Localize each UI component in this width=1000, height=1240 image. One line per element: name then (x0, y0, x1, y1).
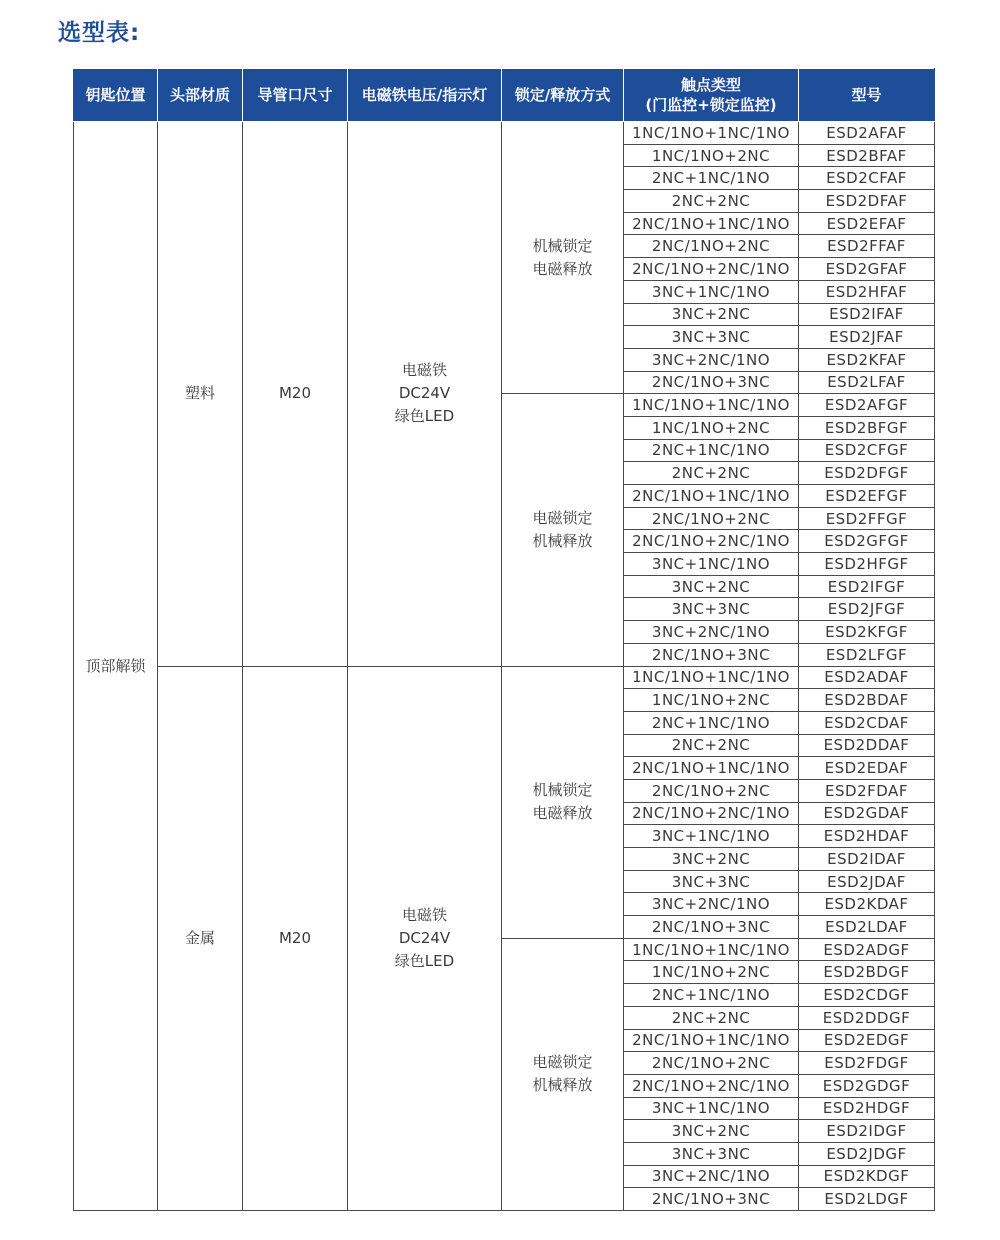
model-cell: ESD2LFAF (799, 371, 935, 394)
model-cell: ESD2DFGF (799, 462, 935, 485)
model-cell: ESD2LFGF (799, 643, 935, 666)
magnet-voltage-cell-line: 电磁铁 (401, 905, 447, 924)
model-cell: ESD2BFGF (799, 416, 935, 439)
model-cell: ESD2FDGF (799, 1052, 935, 1075)
header-contact-type-line1: 触点类型 (680, 76, 741, 94)
model-cell: ESD2ADAF (799, 666, 935, 689)
magnet-voltage-cell-line: 绿色LED (394, 951, 455, 970)
contact-type-cell: 1NC/1NO+1NC/1NO (624, 394, 799, 417)
contact-type-cell: 2NC/1NO+1NC/1NO (624, 757, 799, 780)
header-model: 型号 (799, 69, 935, 122)
page-title: 选型表: (58, 20, 141, 46)
lock-release-cell (502, 122, 624, 394)
model-cell: ESD2CFGF (799, 439, 935, 462)
header-head-material: 头部材质 (158, 69, 243, 122)
model-cell: ESD2JDAF (799, 870, 935, 893)
model-cell: ESD2CDAF (799, 711, 935, 734)
contact-type-cell: 3NC+2NC/1NO (624, 621, 799, 644)
contact-type-cell: 2NC/1NO+2NC (624, 507, 799, 530)
contact-type-cell: 3NC+2NC/1NO (624, 1165, 799, 1188)
contact-type-cell: 2NC/1NO+2NC (624, 1052, 799, 1075)
contact-type-cell: 2NC/1NO+1NC/1NO (624, 1029, 799, 1052)
model-cell: ESD2IDGF (799, 1120, 935, 1143)
model-cell: ESD2KDAF (799, 893, 935, 916)
model-cell: ESD2EFGF (799, 485, 935, 508)
magnet-voltage-cell-line: DC24V (398, 928, 451, 947)
model-cell: ESD2EFAF (799, 212, 935, 235)
contact-type-cell: 1NC/1NO+1NC/1NO (624, 938, 799, 961)
model-cell: ESD2IFAF (799, 303, 935, 326)
contact-type-cell: 2NC/1NO+3NC (624, 371, 799, 394)
contact-type-cell: 2NC+1NC/1NO (624, 711, 799, 734)
model-cell: ESD2KDGF (799, 1165, 935, 1188)
magnet-voltage-cell-line: DC24V (398, 384, 451, 403)
model-cell: ESD2HDAF (799, 825, 935, 848)
model-cell: ESD2LDAF (799, 916, 935, 939)
lock-release-cell-line: 电磁锁定 (532, 508, 593, 527)
contact-type-cell: 2NC/1NO+1NC/1NO (624, 212, 799, 235)
model-cell: ESD2DDGF (799, 1006, 935, 1029)
table-body (74, 122, 935, 1211)
model-cell: ESD2GDAF (799, 802, 935, 825)
model-cell: ESD2KFAF (799, 348, 935, 371)
contact-type-cell: 2NC/1NO+2NC/1NO (624, 1074, 799, 1097)
contact-type-cell: 2NC+1NC/1NO (624, 984, 799, 1007)
key-position-cell: 顶部解锁 (74, 122, 158, 1211)
lock-release-cell-line: 机械锁定 (532, 781, 593, 800)
contact-type-cell: 2NC+1NC/1NO (624, 439, 799, 462)
header-conduit-size: 导管口尺寸 (243, 69, 348, 122)
lock-release-cell (502, 666, 624, 938)
header-contact-type-line2: (门监控+锁定监控) (645, 96, 777, 114)
magnet-voltage-cell-line: 电磁铁 (401, 361, 447, 380)
conduit-size-cell: M20 (243, 122, 348, 667)
selection-table (73, 68, 935, 1211)
model-cell: ESD2FFAF (799, 235, 935, 258)
contact-type-cell: 3NC+2NC/1NO (624, 348, 799, 371)
magnet-voltage-cell-line: 绿色LED (394, 407, 455, 426)
contact-type-cell: 1NC/1NO+2NC (624, 416, 799, 439)
model-cell: ESD2AFGF (799, 394, 935, 417)
contact-type-cell: 2NC+2NC (624, 462, 799, 485)
contact-type-cell: 2NC+2NC (624, 1006, 799, 1029)
head-material-cell: 金属 (158, 666, 243, 1211)
contact-type-cell: 3NC+1NC/1NO (624, 280, 799, 303)
model-cell: ESD2FDAF (799, 779, 935, 802)
lock-release-cell-line: 机械锁定 (532, 236, 593, 255)
contact-type-cell: 3NC+1NC/1NO (624, 1097, 799, 1120)
model-cell: ESD2DFAF (799, 190, 935, 213)
contact-type-cell: 2NC/1NO+3NC (624, 643, 799, 666)
table-header-row (74, 69, 935, 122)
lock-release-cell (502, 394, 624, 666)
lock-release-cell (502, 938, 624, 1210)
model-cell: ESD2GDGF (799, 1074, 935, 1097)
table-row (74, 122, 935, 145)
header-contact-type (624, 69, 799, 122)
contact-type-cell: 3NC+1NC/1NO (624, 553, 799, 576)
head-material-cell: 塑料 (158, 122, 243, 667)
contact-type-cell: 3NC+2NC/1NO (624, 893, 799, 916)
model-cell: ESD2CFAF (799, 167, 935, 190)
model-cell: ESD2EDAF (799, 757, 935, 780)
contact-type-cell: 3NC+2NC (624, 303, 799, 326)
model-cell: ESD2JFGF (799, 598, 935, 621)
model-cell: ESD2BFAF (799, 144, 935, 167)
model-cell: ESD2DDAF (799, 734, 935, 757)
model-cell: ESD2ADGF (799, 938, 935, 961)
contact-type-cell: 2NC/1NO+2NC (624, 235, 799, 258)
contact-type-cell: 2NC/1NO+2NC/1NO (624, 258, 799, 281)
contact-type-cell: 2NC+2NC (624, 190, 799, 213)
contact-type-cell: 1NC/1NO+1NC/1NO (624, 666, 799, 689)
model-cell: ESD2GFGF (799, 530, 935, 553)
contact-type-cell: 1NC/1NO+1NC/1NO (624, 122, 799, 145)
contact-type-cell: 2NC/1NO+2NC (624, 779, 799, 802)
header-lock-release: 锁定/释放方式 (502, 69, 624, 122)
model-cell: ESD2IFGF (799, 575, 935, 598)
contact-type-cell: 2NC/1NO+2NC/1NO (624, 802, 799, 825)
model-cell: ESD2FFGF (799, 507, 935, 530)
contact-type-cell: 2NC/1NO+3NC (624, 916, 799, 939)
model-cell: ESD2JDGF (799, 1142, 935, 1165)
contact-type-cell: 2NC/1NO+1NC/1NO (624, 485, 799, 508)
model-cell: ESD2KFGF (799, 621, 935, 644)
contact-type-cell: 3NC+3NC (624, 326, 799, 349)
model-cell: ESD2JFAF (799, 326, 935, 349)
conduit-size-cell: M20 (243, 666, 348, 1211)
lock-release-cell-line: 电磁锁定 (532, 1053, 593, 1072)
contact-type-cell: 1NC/1NO+2NC (624, 144, 799, 167)
header-magnet-voltage: 电磁铁电压/指示灯 (348, 69, 502, 122)
contact-type-cell: 3NC+3NC (624, 1142, 799, 1165)
table-row (74, 666, 935, 689)
model-cell: ESD2BDGF (799, 961, 935, 984)
model-cell: ESD2LDGF (799, 1188, 935, 1211)
model-cell: ESD2AFAF (799, 122, 935, 145)
contact-type-cell: 1NC/1NO+2NC (624, 689, 799, 712)
model-cell: ESD2CDGF (799, 984, 935, 1007)
model-cell: ESD2HDGF (799, 1097, 935, 1120)
contact-type-cell: 2NC+1NC/1NO (624, 167, 799, 190)
model-cell: ESD2BDAF (799, 689, 935, 712)
model-cell: ESD2GFAF (799, 258, 935, 281)
lock-release-cell-line: 电磁释放 (532, 259, 593, 278)
contact-type-cell: 3NC+1NC/1NO (624, 825, 799, 848)
lock-release-cell-line: 机械释放 (532, 531, 593, 550)
contact-type-cell: 2NC+2NC (624, 734, 799, 757)
contact-type-cell: 3NC+2NC (624, 575, 799, 598)
model-cell: ESD2EDGF (799, 1029, 935, 1052)
magnet-voltage-cell (348, 122, 502, 667)
header-key-position: 钥匙位置 (74, 69, 158, 122)
model-cell: ESD2IDAF (799, 848, 935, 871)
contact-type-cell: 2NC/1NO+3NC (624, 1188, 799, 1211)
model-cell: ESD2HFGF (799, 553, 935, 576)
lock-release-cell-line: 机械释放 (532, 1076, 593, 1095)
lock-release-cell-line: 电磁释放 (532, 804, 593, 823)
contact-type-cell: 3NC+2NC (624, 848, 799, 871)
magnet-voltage-cell (348, 666, 502, 1211)
contact-type-cell: 3NC+2NC (624, 1120, 799, 1143)
contact-type-cell: 2NC/1NO+2NC/1NO (624, 530, 799, 553)
contact-type-cell: 1NC/1NO+2NC (624, 961, 799, 984)
model-cell: ESD2HFAF (799, 280, 935, 303)
contact-type-cell: 3NC+3NC (624, 870, 799, 893)
contact-type-cell: 3NC+3NC (624, 598, 799, 621)
